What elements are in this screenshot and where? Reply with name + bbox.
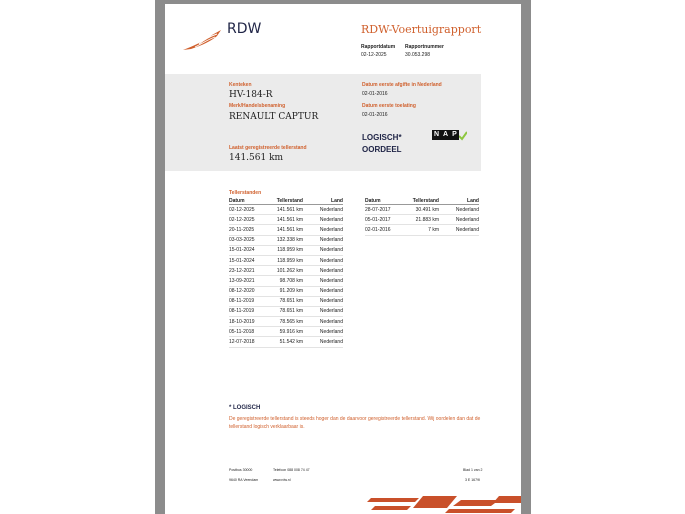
row-odometer: 51.542 km	[279, 339, 303, 346]
odometer-history-title: Tellerstanden	[229, 190, 262, 196]
first-admission-date: 02-01-2016	[362, 112, 388, 118]
checkmark-icon	[459, 131, 467, 141]
verdict-line-1: LOGISCH*	[362, 133, 402, 142]
nap-letter-n: N	[433, 131, 440, 138]
row-date: 15-01-2024	[229, 247, 255, 254]
table-row	[365, 225, 479, 235]
make-label: Merk/Handelsbenaming	[229, 103, 286, 109]
nap-letter-p: P	[450, 130, 459, 140]
license-plate: HV-184-R	[229, 90, 273, 100]
table-row	[229, 337, 343, 347]
footer-postbus: Postbus 30000	[229, 468, 253, 472]
row-country: Nederland	[455, 206, 479, 213]
row-odometer: 78.651 km	[279, 308, 303, 315]
verdict	[362, 132, 422, 156]
rdw-logo-icon	[181, 29, 225, 51]
row-odometer: 98.708 km	[279, 277, 303, 284]
table-row	[229, 287, 343, 297]
footer-phone: Telefoon 088 008 74 47	[273, 468, 310, 472]
odometer-table-left	[229, 197, 343, 348]
report-number-label: Rapportnummer	[405, 44, 444, 50]
row-date: 12-07-2018	[229, 339, 255, 346]
brand-name: RDW	[227, 21, 262, 37]
make-model: RENAULT CAPTUR	[229, 112, 319, 122]
nap-logo	[432, 130, 463, 142]
col-odometer: Tellerstand	[276, 197, 303, 204]
row-odometer: 101.262 km	[276, 267, 303, 274]
row-date: 02-01-2016	[365, 226, 391, 233]
col-date: Datum	[365, 197, 381, 204]
col-odometer: Tellerstand	[412, 197, 439, 204]
first-admission-label: Datum eerste toelating	[362, 103, 416, 109]
row-country: Nederland	[319, 216, 343, 223]
row-date: 15-01-2024	[229, 257, 255, 264]
footer-website: www.rdw.nl	[273, 478, 291, 482]
odometer-table-right	[365, 197, 479, 236]
footnote-title: * LOGISCH	[229, 405, 261, 411]
first-issue-nl-label: Datum eerste afgifte in Nederland	[362, 82, 442, 88]
row-country: Nederland	[319, 226, 343, 233]
row-odometer: 78.651 km	[279, 298, 303, 305]
row-odometer: 118.959 km	[277, 257, 303, 264]
table-row	[229, 307, 343, 317]
row-odometer: 141.561 km	[276, 226, 303, 233]
table-row	[229, 256, 343, 266]
table-row	[229, 236, 343, 246]
row-date: 05-11-2018	[229, 328, 255, 335]
row-country: Nederland	[319, 328, 343, 335]
footer-page: Blad 1 van 2	[463, 468, 483, 472]
row-country: Nederland	[455, 226, 479, 233]
row-country: Nederland	[319, 237, 343, 244]
row-date: 08-11-2019	[229, 298, 255, 305]
row-date: 28-07-2017	[365, 206, 391, 213]
row-date: 02-12-2025	[229, 216, 255, 223]
table-row	[365, 215, 479, 225]
report-title: RDW-Voertuigrapport	[361, 23, 482, 36]
verdict-line-2: OORDEEL	[362, 145, 402, 154]
table-row	[229, 297, 343, 307]
row-date: 13-09-2021	[229, 277, 255, 284]
nap-letter-a: A	[442, 131, 449, 138]
row-date: 23-12-2021	[229, 267, 255, 274]
row-odometer: 30.491 km	[415, 206, 439, 213]
table-header	[229, 197, 343, 205]
row-date: 03-03-2025	[229, 237, 255, 244]
row-country: Nederland	[455, 216, 479, 223]
decorative-stripes	[365, 494, 521, 514]
odometer-label: Laatst geregistreerde tellerstand	[229, 145, 307, 151]
row-country: Nederland	[319, 257, 343, 264]
table-row	[365, 205, 479, 215]
table-row	[229, 225, 343, 235]
report-number: 30.053.298	[405, 52, 431, 58]
row-date: 05-01-2017	[365, 216, 391, 223]
row-country: Nederland	[319, 308, 343, 315]
row-country: Nederland	[319, 298, 343, 305]
row-country: Nederland	[319, 267, 343, 274]
table-row	[229, 215, 343, 225]
table-row	[229, 317, 343, 327]
table-row	[229, 205, 343, 215]
footnote-text: De geregistreerde tellerstand is steeds hoger dan de daarvoor geregistreerde tellerstand. Wij oordelen dan dat de tellerstand logisch verklaarbaar is.	[229, 416, 481, 430]
table-header	[365, 197, 479, 205]
row-odometer: 91.209 km	[279, 288, 303, 295]
row-odometer: 132.338 km	[276, 237, 303, 244]
row-odometer: 21.883 km	[415, 216, 439, 223]
row-country: Nederland	[319, 318, 343, 325]
license-plate-label: Kenteken	[229, 82, 252, 88]
row-country: Nederland	[319, 339, 343, 346]
col-date: Datum	[229, 197, 245, 204]
odometer-value: 141.561 km	[229, 153, 284, 163]
vehicle-summary-band	[165, 74, 481, 171]
row-date: 08-12-2020	[229, 288, 255, 295]
col-country: Land	[467, 197, 479, 204]
row-country: Nederland	[319, 288, 343, 295]
footer-code: 3 E 1679I	[465, 478, 480, 482]
row-date: 02-12-2025	[229, 206, 255, 213]
first-issue-nl-date: 02-01-2016	[362, 91, 388, 97]
row-date: 20-11-2025	[229, 226, 255, 233]
report-date-label: Rapportdatum	[361, 44, 396, 50]
row-country: Nederland	[319, 247, 343, 254]
row-odometer: 59.916 km	[279, 328, 303, 335]
report-page	[165, 4, 521, 514]
row-odometer: 118.959 km	[277, 247, 303, 254]
table-row	[229, 327, 343, 337]
row-odometer: 78.565 km	[279, 318, 303, 325]
footer-city: 9640 RA Veendam	[229, 478, 259, 482]
row-date: 08-11-2019	[229, 308, 255, 315]
row-country: Nederland	[319, 206, 343, 213]
report-date: 02-12-2025	[361, 52, 387, 58]
table-row	[229, 246, 343, 256]
row-odometer: 141.561 km	[276, 206, 303, 213]
row-country: Nederland	[319, 277, 343, 284]
row-odometer: 141.561 km	[276, 216, 303, 223]
row-odometer: 7 km	[428, 226, 439, 233]
col-country: Land	[331, 197, 343, 204]
table-row	[229, 266, 343, 276]
table-row	[229, 276, 343, 286]
row-date: 18-10-2019	[229, 318, 255, 325]
